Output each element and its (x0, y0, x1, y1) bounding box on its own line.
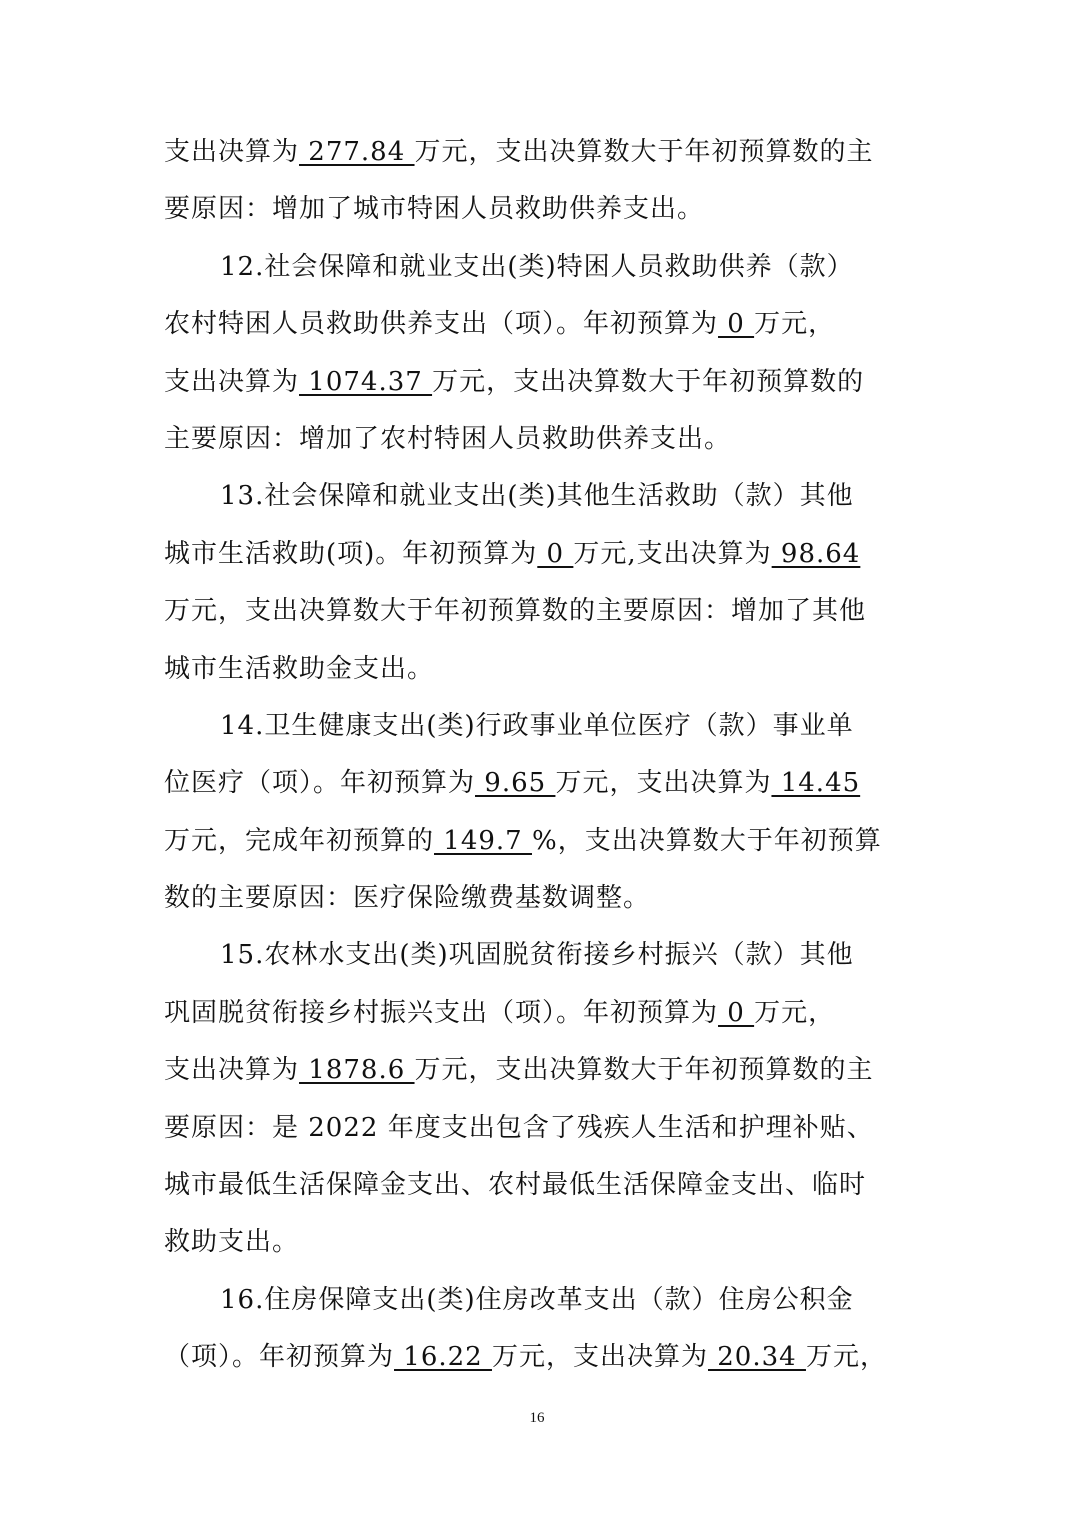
text-segment: %，支出决算数大于年初预算 (531, 825, 882, 856)
text-line (164, 468, 916, 525)
page-number: 16 (529, 1410, 545, 1426)
text-segment: 要原因：增加了城市特困人员救助供养支出。 (164, 194, 705, 225)
text-segment: 支出决算为 (164, 137, 300, 167)
text-line (164, 1272, 916, 1329)
text-line (164, 985, 916, 1042)
text-line (164, 296, 916, 353)
text-line (164, 1042, 916, 1099)
underlined-value: 98.64 (771, 538, 861, 569)
text-line (164, 698, 916, 755)
text-segment: 位医疗（项）。年初预算为 (164, 768, 476, 799)
underlined-value: 0 (537, 538, 574, 569)
text-segment: 万元，支出决算数大于年初预算数的 (432, 366, 865, 397)
text-segment: 万元，支出决算为 (491, 1342, 708, 1373)
text-line (164, 813, 916, 870)
text-segment: 14.卫生健康支出(类)行政事业单位医疗（款）事业单 (220, 710, 854, 741)
text-line (164, 870, 916, 927)
text-segment: 16.住房保障支出(类)住房改革支出（款）住房公积金 (220, 1284, 854, 1315)
text-segment: 城市生活救助(项)。年初预算为 (164, 538, 538, 569)
text-segment: 万元,支出决算为 (573, 538, 772, 569)
text-segment: 要原因：是 2022 年度支出包含了残疾人生活和护理补贴、 (164, 1112, 874, 1143)
underlined-value: 9.65 (475, 768, 556, 799)
text-segment: 万元，支出决算数大于年初预算数的主 (414, 1055, 874, 1086)
text-line (164, 927, 916, 984)
text-segment: 12.社会保障和就业支出(类)特困人员救助供养（款） (220, 251, 854, 282)
text-line (164, 1157, 916, 1214)
text-segment: 支出决算为 (164, 366, 300, 397)
text-segment: 农村特困人员救助供养支出（项）。年初预算为 (164, 309, 719, 340)
text-segment: 万元， (754, 309, 836, 340)
text-segment: 城市生活救助金支出。 (164, 653, 435, 684)
text-segment: 万元， (805, 1342, 887, 1373)
text-line (164, 354, 916, 411)
underlined-value: 20.34 (708, 1342, 806, 1373)
underlined-value: 16.22 (394, 1342, 492, 1373)
underlined-value: 1878.6 (299, 1055, 415, 1086)
text-segment: 主要原因：增加了农村特困人员救助供养支出。 (164, 423, 732, 454)
underlined-value: 0 (718, 309, 755, 340)
text-segment: 万元，支出决算数大于年初预算数的主要原因：增加了其他 (164, 596, 867, 627)
underlined-value: 1074.37 (299, 366, 433, 397)
text-segment: 救助支出。 (164, 1227, 300, 1258)
text-segment: 数的主要原因：医疗保险缴费基数调整。 (164, 883, 651, 914)
text-line (164, 239, 916, 296)
text-line (164, 124, 916, 181)
text-line (164, 181, 916, 238)
body-text (164, 124, 916, 1387)
text-line (164, 755, 916, 812)
text-segment: 万元，支出决算数大于年初预算数的主 (414, 137, 874, 167)
text-segment: 城市最低生活保障金支出、农村最低生活保障金支出、临时 (164, 1170, 867, 1201)
text-segment: （项）。年初预算为 (164, 1342, 395, 1373)
text-line (164, 526, 916, 583)
text-line (164, 583, 916, 640)
text-segment: 13.社会保障和就业支出(类)其他生活救助（款）其他 (220, 481, 854, 512)
underlined-value: 277.84 (299, 137, 415, 167)
text-segment: 万元， (754, 997, 836, 1028)
underlined-value: 149.7 (434, 825, 532, 856)
text-line (164, 411, 916, 468)
text-line (164, 641, 916, 698)
underlined-value: 14.45 (771, 768, 861, 799)
text-line (164, 1214, 916, 1271)
text-segment: 15.农林水支出(类)巩固脱贫衔接乡村振兴（款）其他 (220, 940, 854, 971)
text-line (164, 1100, 916, 1157)
text-segment: 支出决算为 (164, 1055, 300, 1086)
text-segment: 万元，支出决算为 (555, 768, 772, 799)
text-segment: 万元，完成年初预算的 (164, 825, 435, 856)
text-segment: 巩固脱贫衔接乡村振兴支出（项）。年初预算为 (164, 997, 719, 1028)
text-line (164, 1329, 916, 1386)
underlined-value: 0 (718, 997, 755, 1028)
